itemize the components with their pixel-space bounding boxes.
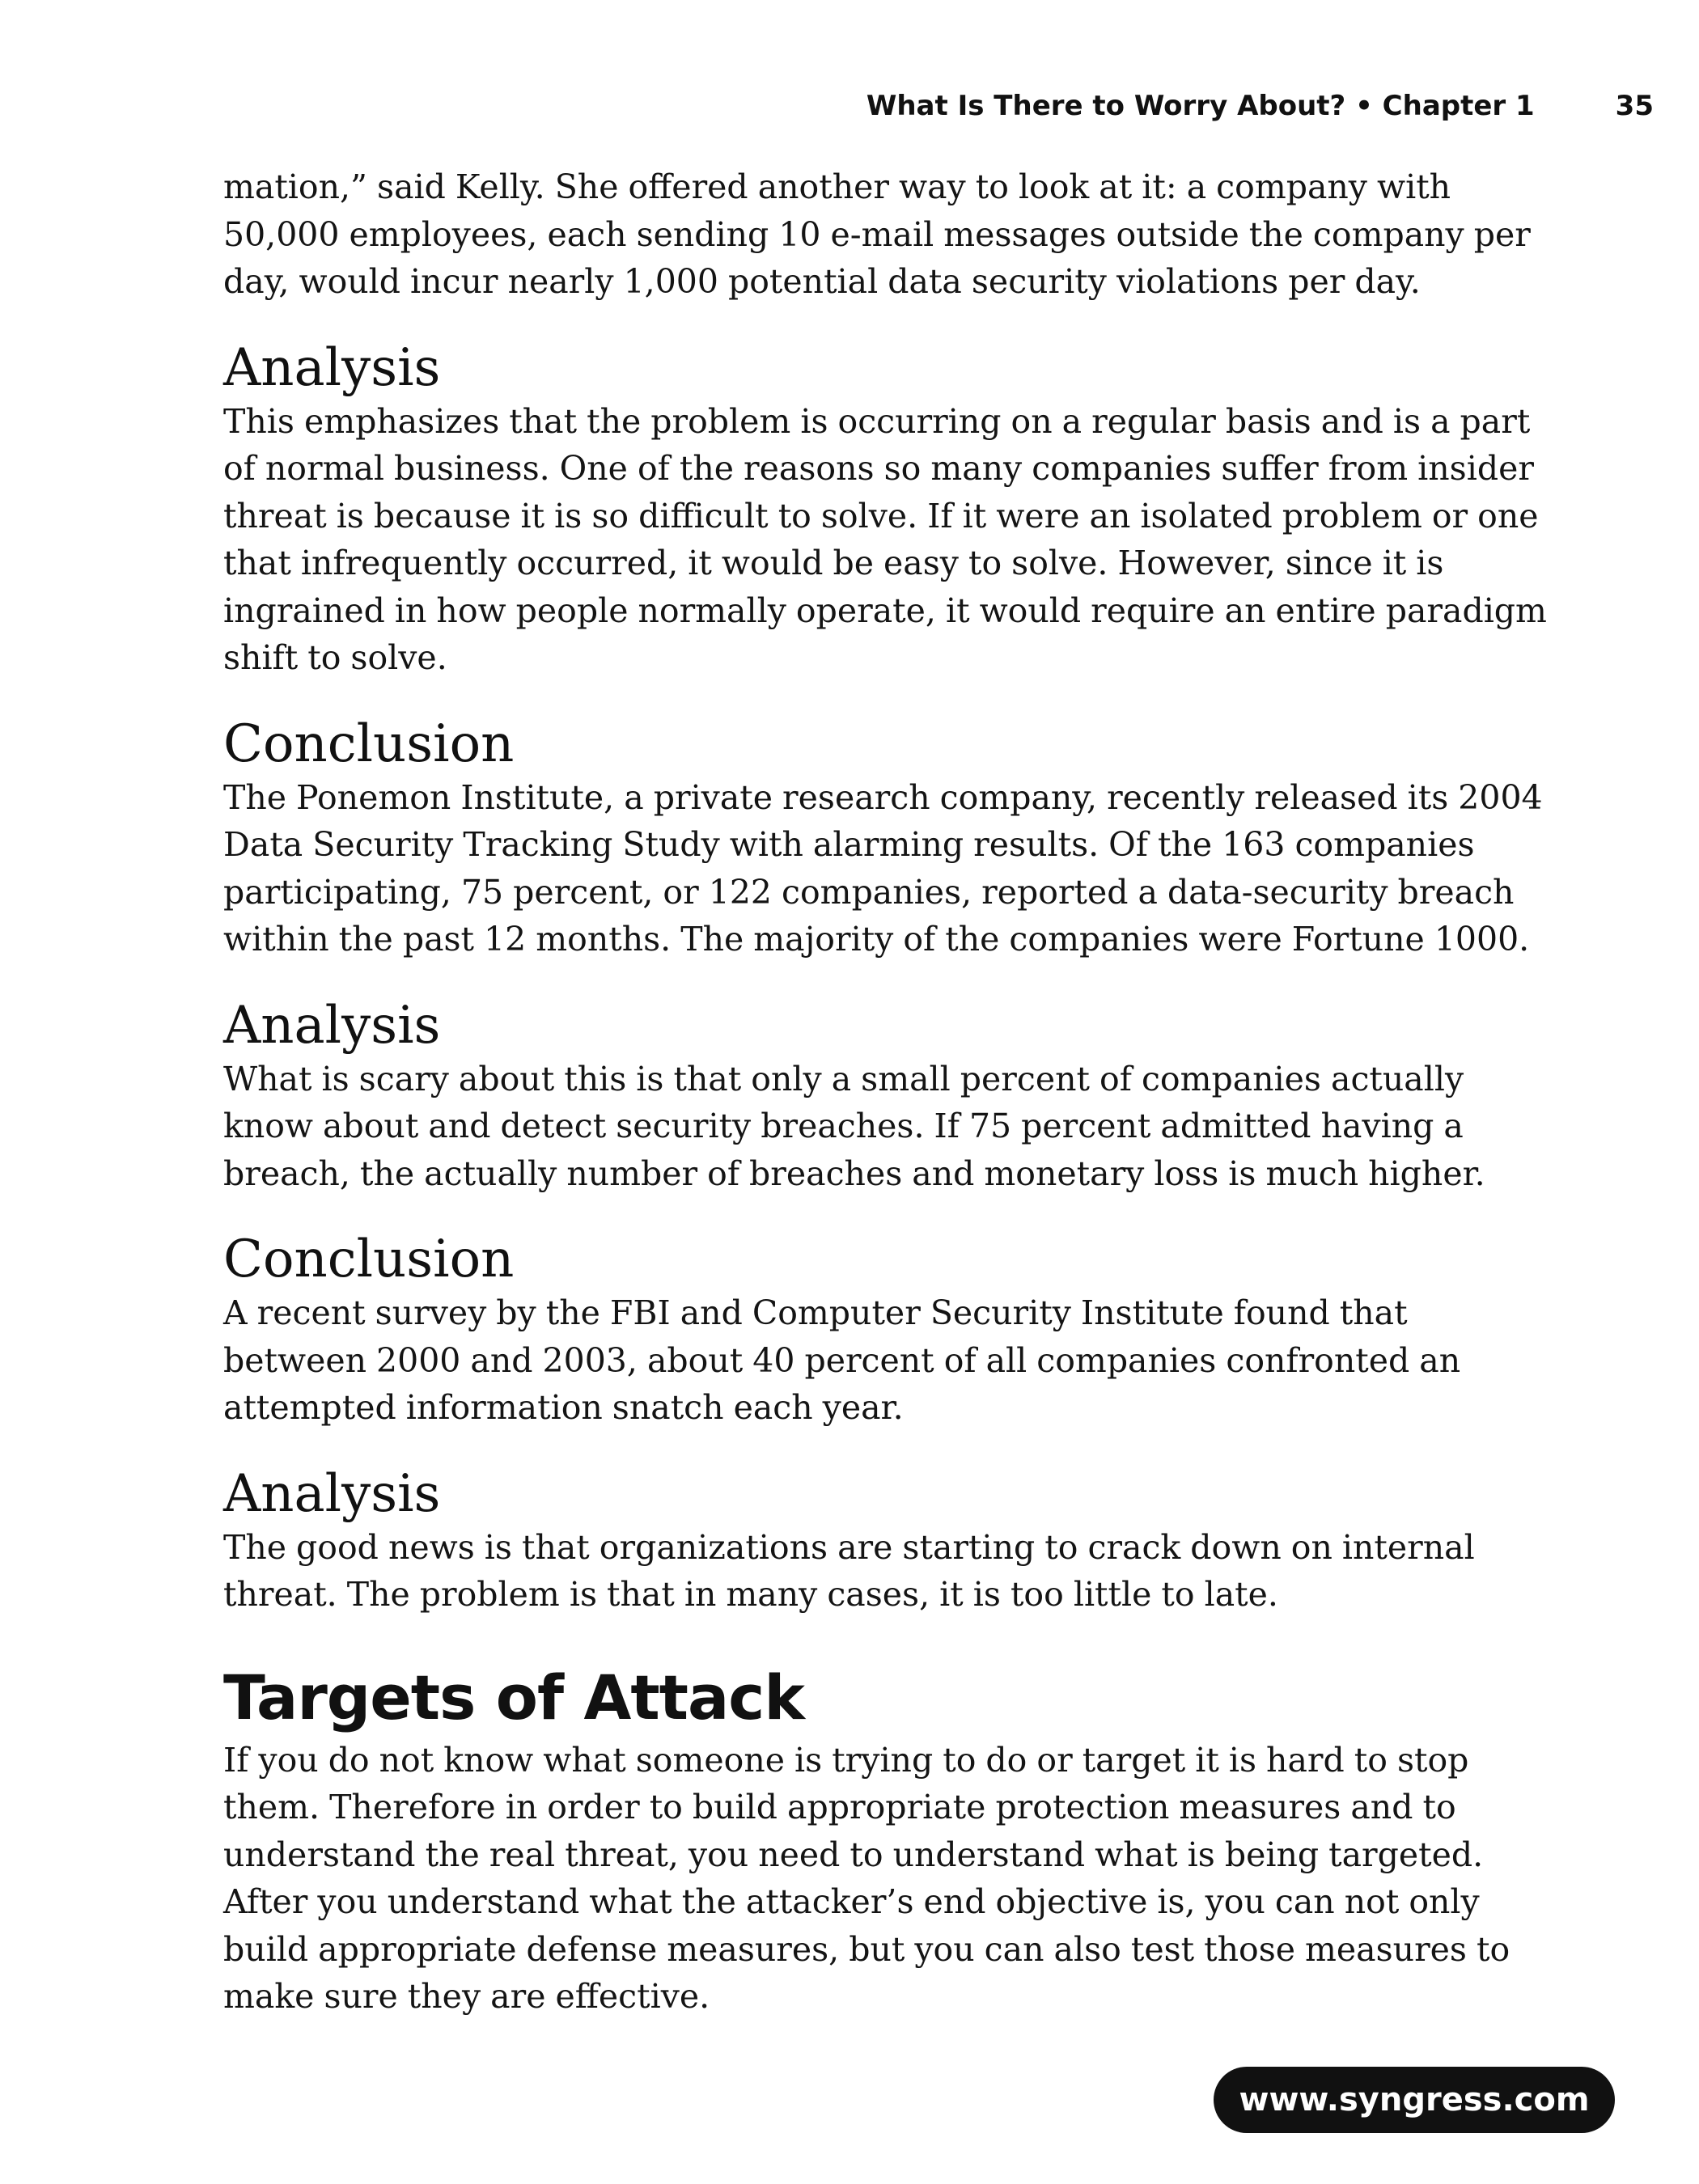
analysis-heading-2: Analysis — [223, 995, 441, 1056]
analysis-paragraph-2: What is scary about this is that only a small percent of companies actually know about and detect security breaches. If 75 percent admitted having a breach, the actually number of breaches and monetary loss is much higher. — [223, 1059, 1485, 1193]
section-heading-targets-of-attack: Targets of Attack — [223, 1661, 804, 1733]
running-head: What Is There to Worry About? • Chapter 1 — [866, 90, 1535, 122]
page-number: 35 — [1615, 90, 1654, 122]
conclusion-heading-2: Conclusion — [223, 1230, 515, 1289]
section-paragraph: If you do not know what someone is trying to do or target it is hard to stop them. Therefore in order to build appropriate protection measures and to understand the real threat, you need to understand what is being targeted. After you understand what the attacker’s end objective is, you can not only build appropriate defense measures, but you can also test those measures to make sure they are effective. — [223, 1740, 1510, 2016]
conclusion-heading-1: Conclusion — [223, 713, 515, 774]
analysis-paragraph-3: The good news is that organizations are starting to crack down on internal threat. The problem is that in many cases, it is too little to late. — [223, 1527, 1475, 1614]
website-badge — [1214, 2067, 1615, 2133]
analysis-heading-1: Analysis — [223, 337, 441, 398]
analysis-heading-3: Analysis — [223, 1463, 441, 1524]
conclusion-paragraph-2: A recent survey by the FBI and Computer Security Institute found that between 2000 and 2003, about 40 percent of all companies confronted an attempted information snatch each year. — [223, 1293, 1461, 1427]
conclusion-paragraph-1: The Ponemon Institute, a private research company, recently released its 2004 Data Security Tracking Study with alarming results. Of the 163 companies participating, 75 percent, or 122 companies, reported a data-security breach within the past 12 months. The majority of the companies were Fortune 1000. — [223, 777, 1543, 959]
page-header — [809, 86, 1654, 126]
page-content — [223, 163, 1558, 2021]
analysis-paragraph-1: This emphasizes that the problem is occurring on a regular basis and is a part of normal business. One of the reasons so many companies suffer from insider threat is because it is so difficult to solve. If it were an isolated problem or one that infrequently occurred, it would be easy to solve. However, since it is ingrained in how people normally operate, it would require an entire paradigm shift to solve. — [223, 401, 1547, 677]
intro-paragraph: mation,” said Kelly. She offered another way to look at it: a company with 50,000 employees, each sending 10 e-mail messages outside the company per day, would incur nearly 1,000 potential data security violations per day. — [223, 167, 1531, 301]
website-url: www.syngress.com — [1239, 2081, 1590, 2118]
